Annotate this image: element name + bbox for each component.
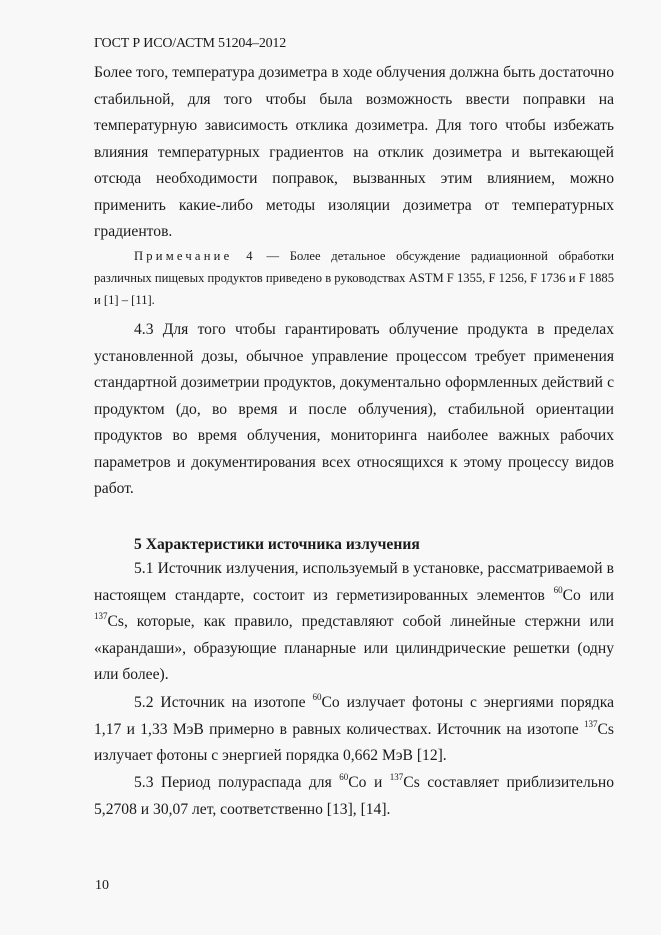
note-label: Примечание 4 (134, 249, 256, 263)
page-number: 10 (95, 878, 109, 893)
p53-text-a: 5.3 Период полураспада для (134, 774, 340, 791)
p53-text-b: Co и (348, 774, 390, 791)
p52-text-c: Cs излучает фотоны с энергией порядка 0,662 МэВ [12]. (94, 720, 614, 764)
p53-text-c: Cs составляет приблизительно 5,2708 и 30,07 лет, соответственно [13], [14]. (94, 774, 614, 818)
paragraph-5-3 (94, 770, 614, 823)
note-4 (94, 245, 614, 311)
isotope-mass-cs: 137 (94, 611, 108, 621)
paragraph-4-3: 4.3 Для того чтобы гарантировать облучение продукта в пределах установленной дозы, обычное управление процессом требует применения стандартной дозиметрии продуктов, документально оформленных действий с продуктом (до, во время и после облучения), стабильной ориентации продуктов во время облучения, мониторинга наиболее важных рабочих параметров и документирования всех относящихся к этому процессу видов работ. (94, 321, 614, 497)
section-5-heading: 5 Характеристики источника излучения (134, 536, 420, 553)
p52-text-a: 5.2 Источник на изотопе (134, 694, 313, 711)
isotope-mass-co: 60 (312, 692, 322, 702)
p51-text-c: Cs, которые, как правило, представляют собой линейные стержни или «карандаши», образующие планарные или цилиндрические решетки (одну или более). (94, 613, 614, 683)
document-header: ГОСТ Р ИСО/АСТМ 51204–2012 (94, 36, 287, 51)
p52-text-b: Co излучает фотоны с энергиями порядка 1,17 и 1,33 МэВ примерно в равных количествах. Источник на изотопе (94, 694, 614, 738)
paragraph-5-1 (94, 556, 614, 689)
note-text: — Более детальное обсуждение радиационной обработки различных пищевых продуктов приведено в руководствах ASTM F 1355, F 1256, F 1736 и F 1885 и [1] – [11]. (94, 249, 614, 307)
isotope-mass-cs: 137 (584, 718, 598, 729)
isotope-mass-co: 60 (553, 584, 563, 595)
paragraph-5-2 (94, 690, 614, 770)
isotope-mass-co: 60 (339, 772, 349, 782)
paragraph-temperature: Более того, температура дозиметра в ходе облучения должна быть достаточно стабильной, для того чтобы была возможность ввести поправки на температурную зависимость отклика дозиметра. Для того чтобы избежать влияния температурных градиентов на отклик дозиметра и вытекающей отсюда необходимости поправок, вызванных этим влиянием, можно применить какие-либо методы изоляции дозиметра от температурных градиентов. (94, 64, 614, 240)
isotope-mass-cs: 137 (389, 772, 404, 782)
p51-text-a: 5.1 Источник излучения, используемый в установке, рассматриваемой в настоящем стандарте, состоит из герметизированных элементов (94, 560, 614, 604)
p51-text-b: Co или (562, 586, 614, 604)
